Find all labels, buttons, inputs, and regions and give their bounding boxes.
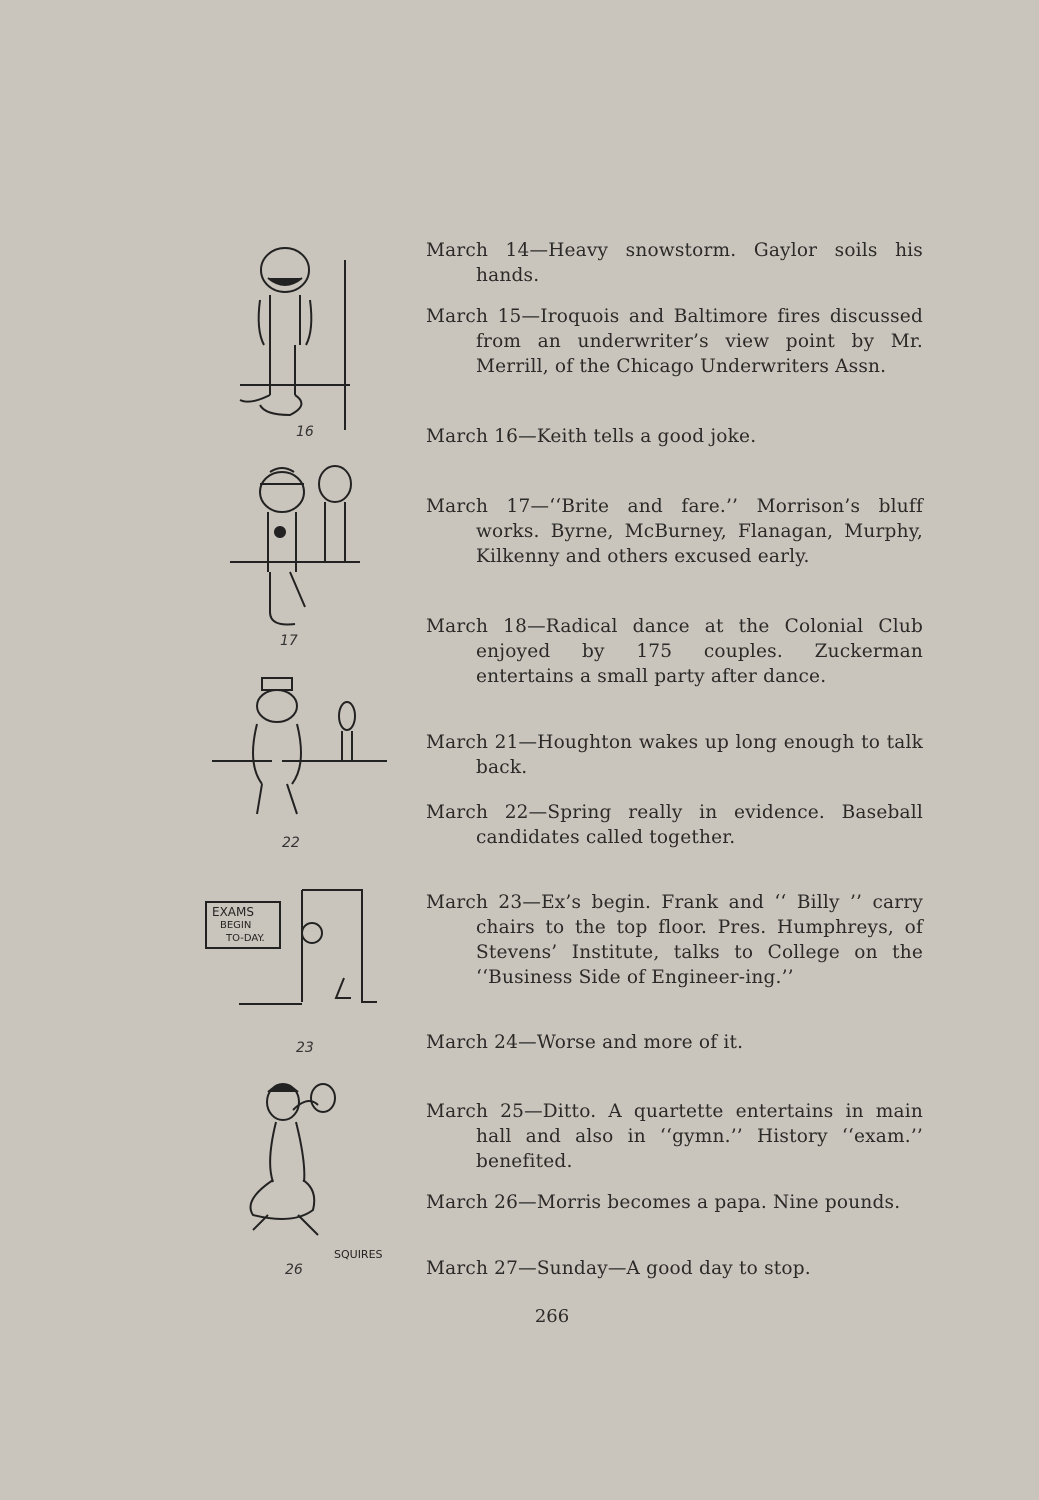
entry-march-18: March 18—Radical dance at the Colonial Club enjoyed by 175 couples. Zuckerman entertains a small party after dance.	[426, 616, 923, 687]
exams-sign-line-2: BEGIN	[220, 920, 252, 931]
entry-march-17: March 17—‘‘Brite and fare.’’ Morrison’s bluff works. Byrne, McBurney, Flanagan, Murphy, Kilkenny and others excused early.	[426, 496, 923, 567]
cartoon-man-carrying-baby	[238, 1080, 358, 1250]
page-number: 266	[534, 1306, 570, 1327]
entry-march-24: March 24—Worse and more of it.	[426, 1032, 744, 1053]
label-26: 26	[285, 1262, 303, 1278]
exams-sign-line-1: EXAMS	[212, 905, 254, 919]
entry-march-14: March 14—Heavy snowstorm. Gaylor soils his hands.	[426, 240, 923, 286]
label-17: 17	[280, 633, 298, 649]
entry-march-26: March 26—Morris becomes a papa. Nine pounds.	[426, 1192, 901, 1213]
entry-march-27: March 27—Sunday—A good day to stop.	[426, 1258, 811, 1279]
entry-march-16: March 16—Keith tells a good joke.	[426, 426, 757, 447]
entry-march-23: March 23—Ex’s begin. Frank and ‘‘ Billy ’’ carry chairs to the top floor. Pres. Humphreys, of Stevens’ Institute, talks to College on the ‘‘Business Side of Engineer-ing.’’	[426, 892, 923, 988]
artist-signature: SQUIRES	[334, 1248, 383, 1261]
cartoon-laughing-man	[230, 240, 360, 440]
entry-march-21: March 21—Houghton wakes up long enough to talk back.	[426, 732, 923, 778]
label-22: 22	[282, 835, 300, 851]
label-23: 23	[296, 1040, 314, 1056]
entry-march-15: March 15—Iroquois and Baltimore fires discussed from an underwriter’s view point by Mr. Merrill, of the Chicago Underwriters Assn.	[426, 306, 923, 377]
label-16: 16	[296, 424, 314, 440]
entry-march-25: March 25—Ditto. A quartette entertains in main hall and also in ‘‘gymn.’’ History ‘‘exam.’’ benefited.	[426, 1101, 923, 1172]
entry-march-22: March 22—Spring really in evidence. Baseball candidates called together.	[426, 802, 923, 848]
cartoon-two-men	[230, 462, 370, 637]
cartoon-exams-sign	[204, 888, 384, 1008]
exams-sign-line-3: TO-DAY.	[226, 933, 265, 944]
cartoon-spring-men	[212, 676, 392, 826]
